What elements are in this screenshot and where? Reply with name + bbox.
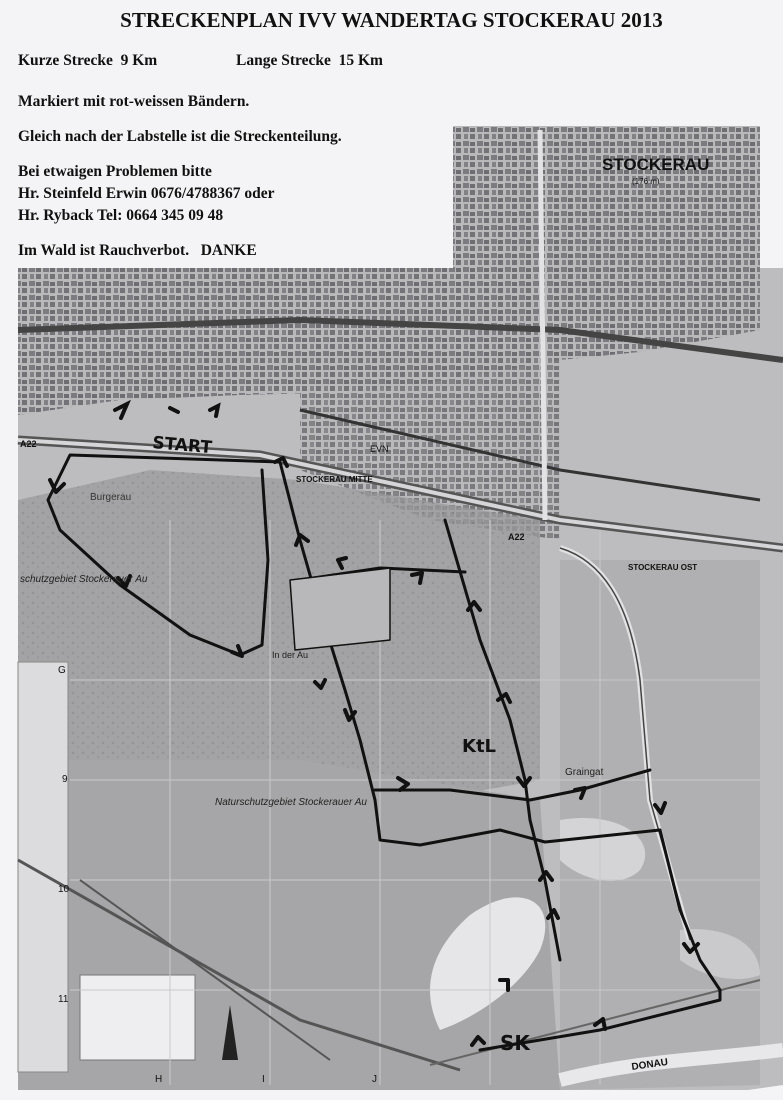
grid-h: H (155, 1074, 163, 1085)
naturschutz-north-label: schutzgebiet Stockerauer Au (20, 574, 148, 585)
grid-i: I (262, 1074, 265, 1085)
map-legend-box (80, 975, 195, 1060)
page-title: STRECKENPLAN IVV WANDERTAG STOCKERAU 2013 (120, 8, 663, 32)
kontrolle-label: KtL (462, 736, 497, 757)
naturschutz-south-label: Naturschutzgebiet Stockerauer Au (215, 797, 367, 808)
grid-g: G (58, 665, 66, 676)
station-ost-label: STOCKERAU OST (628, 563, 698, 572)
elevation-label: (176 m) (632, 177, 660, 186)
a22-label: A22 (20, 439, 37, 449)
in-der-au-label: In der Au (272, 650, 309, 660)
kontakt-steinfeld: Hr. Steinfeld Erwin 0676/4788367 oder (18, 185, 275, 202)
grid-11: 11 (58, 994, 69, 1005)
kurze-strecke: Kurze Strecke 9 Km (18, 52, 158, 69)
station-mitte-label: STOCKERAU MITTE (296, 475, 373, 484)
start-label: START (151, 433, 213, 459)
area-box (290, 568, 390, 650)
map-background (18, 126, 783, 1090)
donau-label: DONAU (630, 1056, 669, 1073)
evn-label: EVN (370, 444, 389, 454)
a22-label-east: A22 (508, 532, 525, 542)
graingat-label: Graingat (565, 767, 604, 778)
probleme-text: Bei etwaigen Problemen bitte (18, 163, 212, 180)
markierung-text: Markiert mit rot-weissen Bändern. (18, 93, 250, 110)
streckenteilung-text: Gleich nach der Labstelle ist die Streckenteilung. (18, 128, 342, 145)
town-label: STOCKERAU (602, 155, 710, 174)
kontakt-ryback: Hr. Ryback Tel: 0664 345 09 48 (18, 207, 224, 224)
burgerau-label: Burgerau (90, 492, 132, 503)
grid-9: 9 (62, 774, 68, 785)
grid-j: J (372, 1074, 377, 1085)
grid-10: 10 (58, 884, 70, 895)
rauchverbot-text: Im Wald ist Rauchverbot. DANKE (18, 242, 257, 259)
sk-label: SK (500, 1031, 530, 1055)
lange-strecke: Lange Strecke 15 Km (236, 52, 383, 69)
